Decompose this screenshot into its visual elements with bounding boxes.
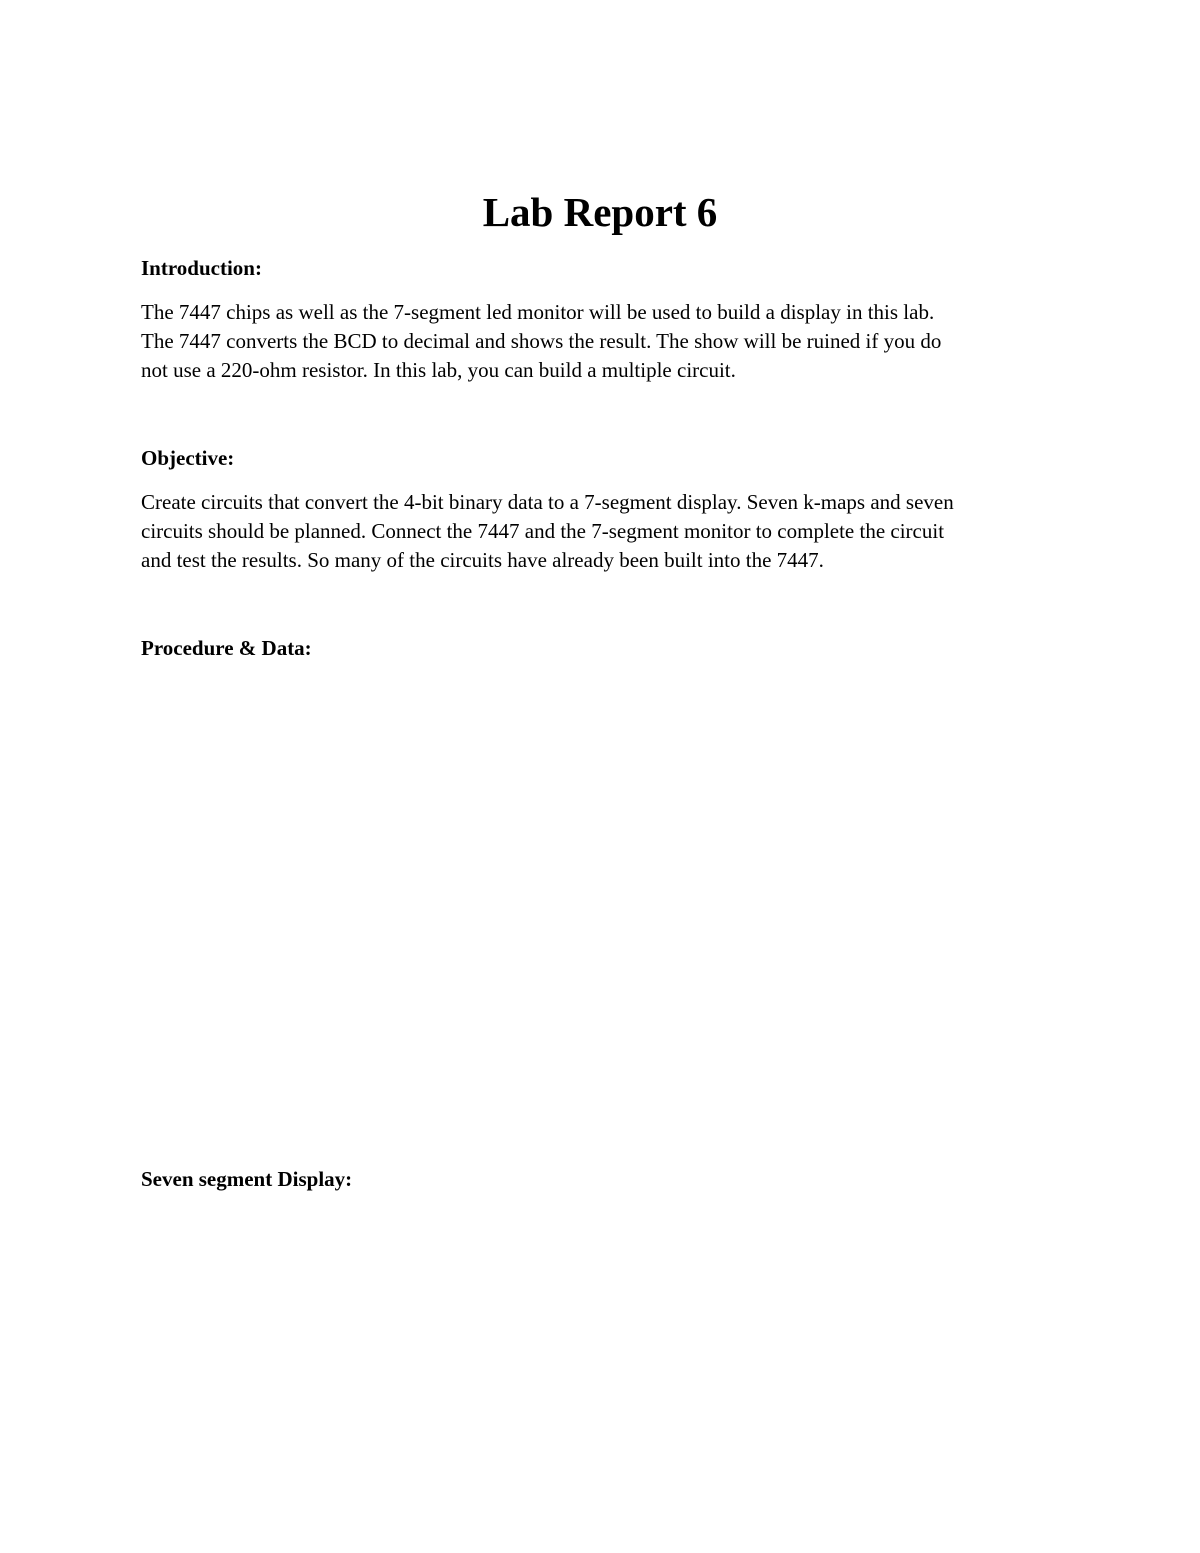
- paragraph-line: Create circuits that convert the 4-bit binary data to a 7-segment display. Seven k-maps and seven: [141, 490, 954, 514]
- section-heading-seven-segment-display: Seven segment Display:: [141, 1167, 353, 1191]
- page-title: Lab Report 6: [482, 189, 718, 235]
- paragraph-line: not use a 220-ohm resistor. In this lab, you can build a multiple circuit.: [141, 358, 736, 382]
- objective-paragraph: [141, 488, 1071, 575]
- paragraph-line: and test the results. So many of the circuits have already been built into the 7447.: [141, 548, 824, 572]
- section-heading-procedure-data: Procedure & Data:: [141, 636, 312, 660]
- section-heading-introduction: Introduction:: [141, 256, 262, 280]
- paragraph-line: The 7447 converts the BCD to decimal and shows the result. The show will be ruined if you do: [141, 329, 942, 353]
- paragraph-line: circuits should be planned. Connect the 7447 and the 7-segment monitor to complete the circuit: [141, 519, 945, 543]
- paragraph-line: The 7447 chips as well as the 7-segment led monitor will be used to build a display in this lab.: [141, 300, 935, 324]
- section-heading-objective: Objective:: [141, 446, 235, 470]
- introduction-paragraph: [141, 298, 1071, 385]
